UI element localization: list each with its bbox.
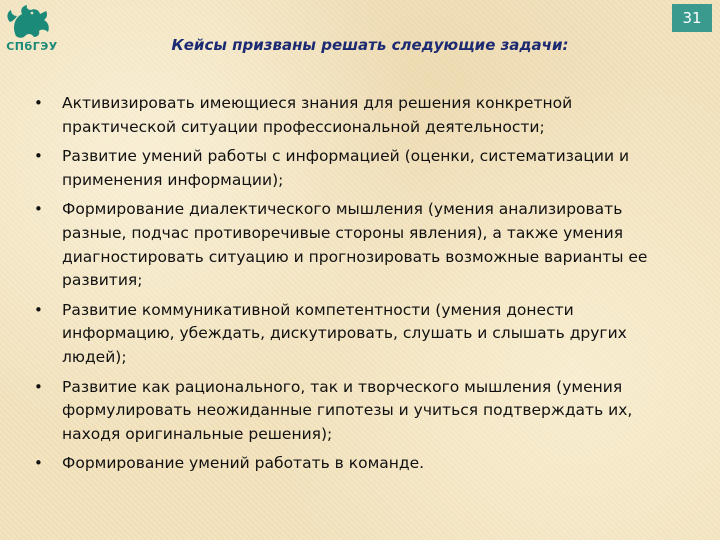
bullet-item xyxy=(34,145,684,192)
bullet-item xyxy=(34,452,684,476)
bullet-text: Активизировать имеющиеся знания для решения конкретной практической ситуации профессиональной деятельности; xyxy=(62,94,573,136)
bullet-icon: • xyxy=(34,300,43,319)
bullet-text: Формирование диалектического мышления (умения анализировать разные, подчас противоречивые стороны явления), а также умения диагностировать ситуацию и прогнозировать возможные варианты ее развития; xyxy=(62,200,648,290)
slide-number-badge: 31 xyxy=(672,4,712,32)
university-logo xyxy=(2,2,60,54)
bullet-item xyxy=(34,198,684,292)
bullet-icon: • xyxy=(34,377,43,396)
bullet-icon: • xyxy=(34,200,43,219)
logo-text: СПбГЭУ xyxy=(6,40,58,53)
bullet-text: Развитие умений работы с информацией (оценки, систематизации и применения информации); xyxy=(62,147,630,189)
bullet-text: Развитие коммуникативной компетентности (умения донести информацию, убеждать, дискутировать, слушать и слышать других людей); xyxy=(62,300,627,366)
bullet-icon: • xyxy=(34,94,43,112)
bullet-text: Формирование умений работать в команде. xyxy=(62,454,425,473)
bullet-item xyxy=(34,92,684,139)
bullet-list xyxy=(34,92,684,482)
bullet-item xyxy=(34,299,684,370)
bullet-icon: • xyxy=(34,454,43,473)
griffin-icon xyxy=(2,2,60,42)
bullet-text: Развитие как рационального, так и творческого мышления (умения формулировать неожиданные гипотезы и учиться подтверждать их, находя оригинальные решения); xyxy=(62,377,633,443)
bullet-icon: • xyxy=(34,147,43,166)
slide-title: Кейсы призваны решать следующие задачи: xyxy=(171,36,569,54)
bullet-item xyxy=(34,376,684,447)
